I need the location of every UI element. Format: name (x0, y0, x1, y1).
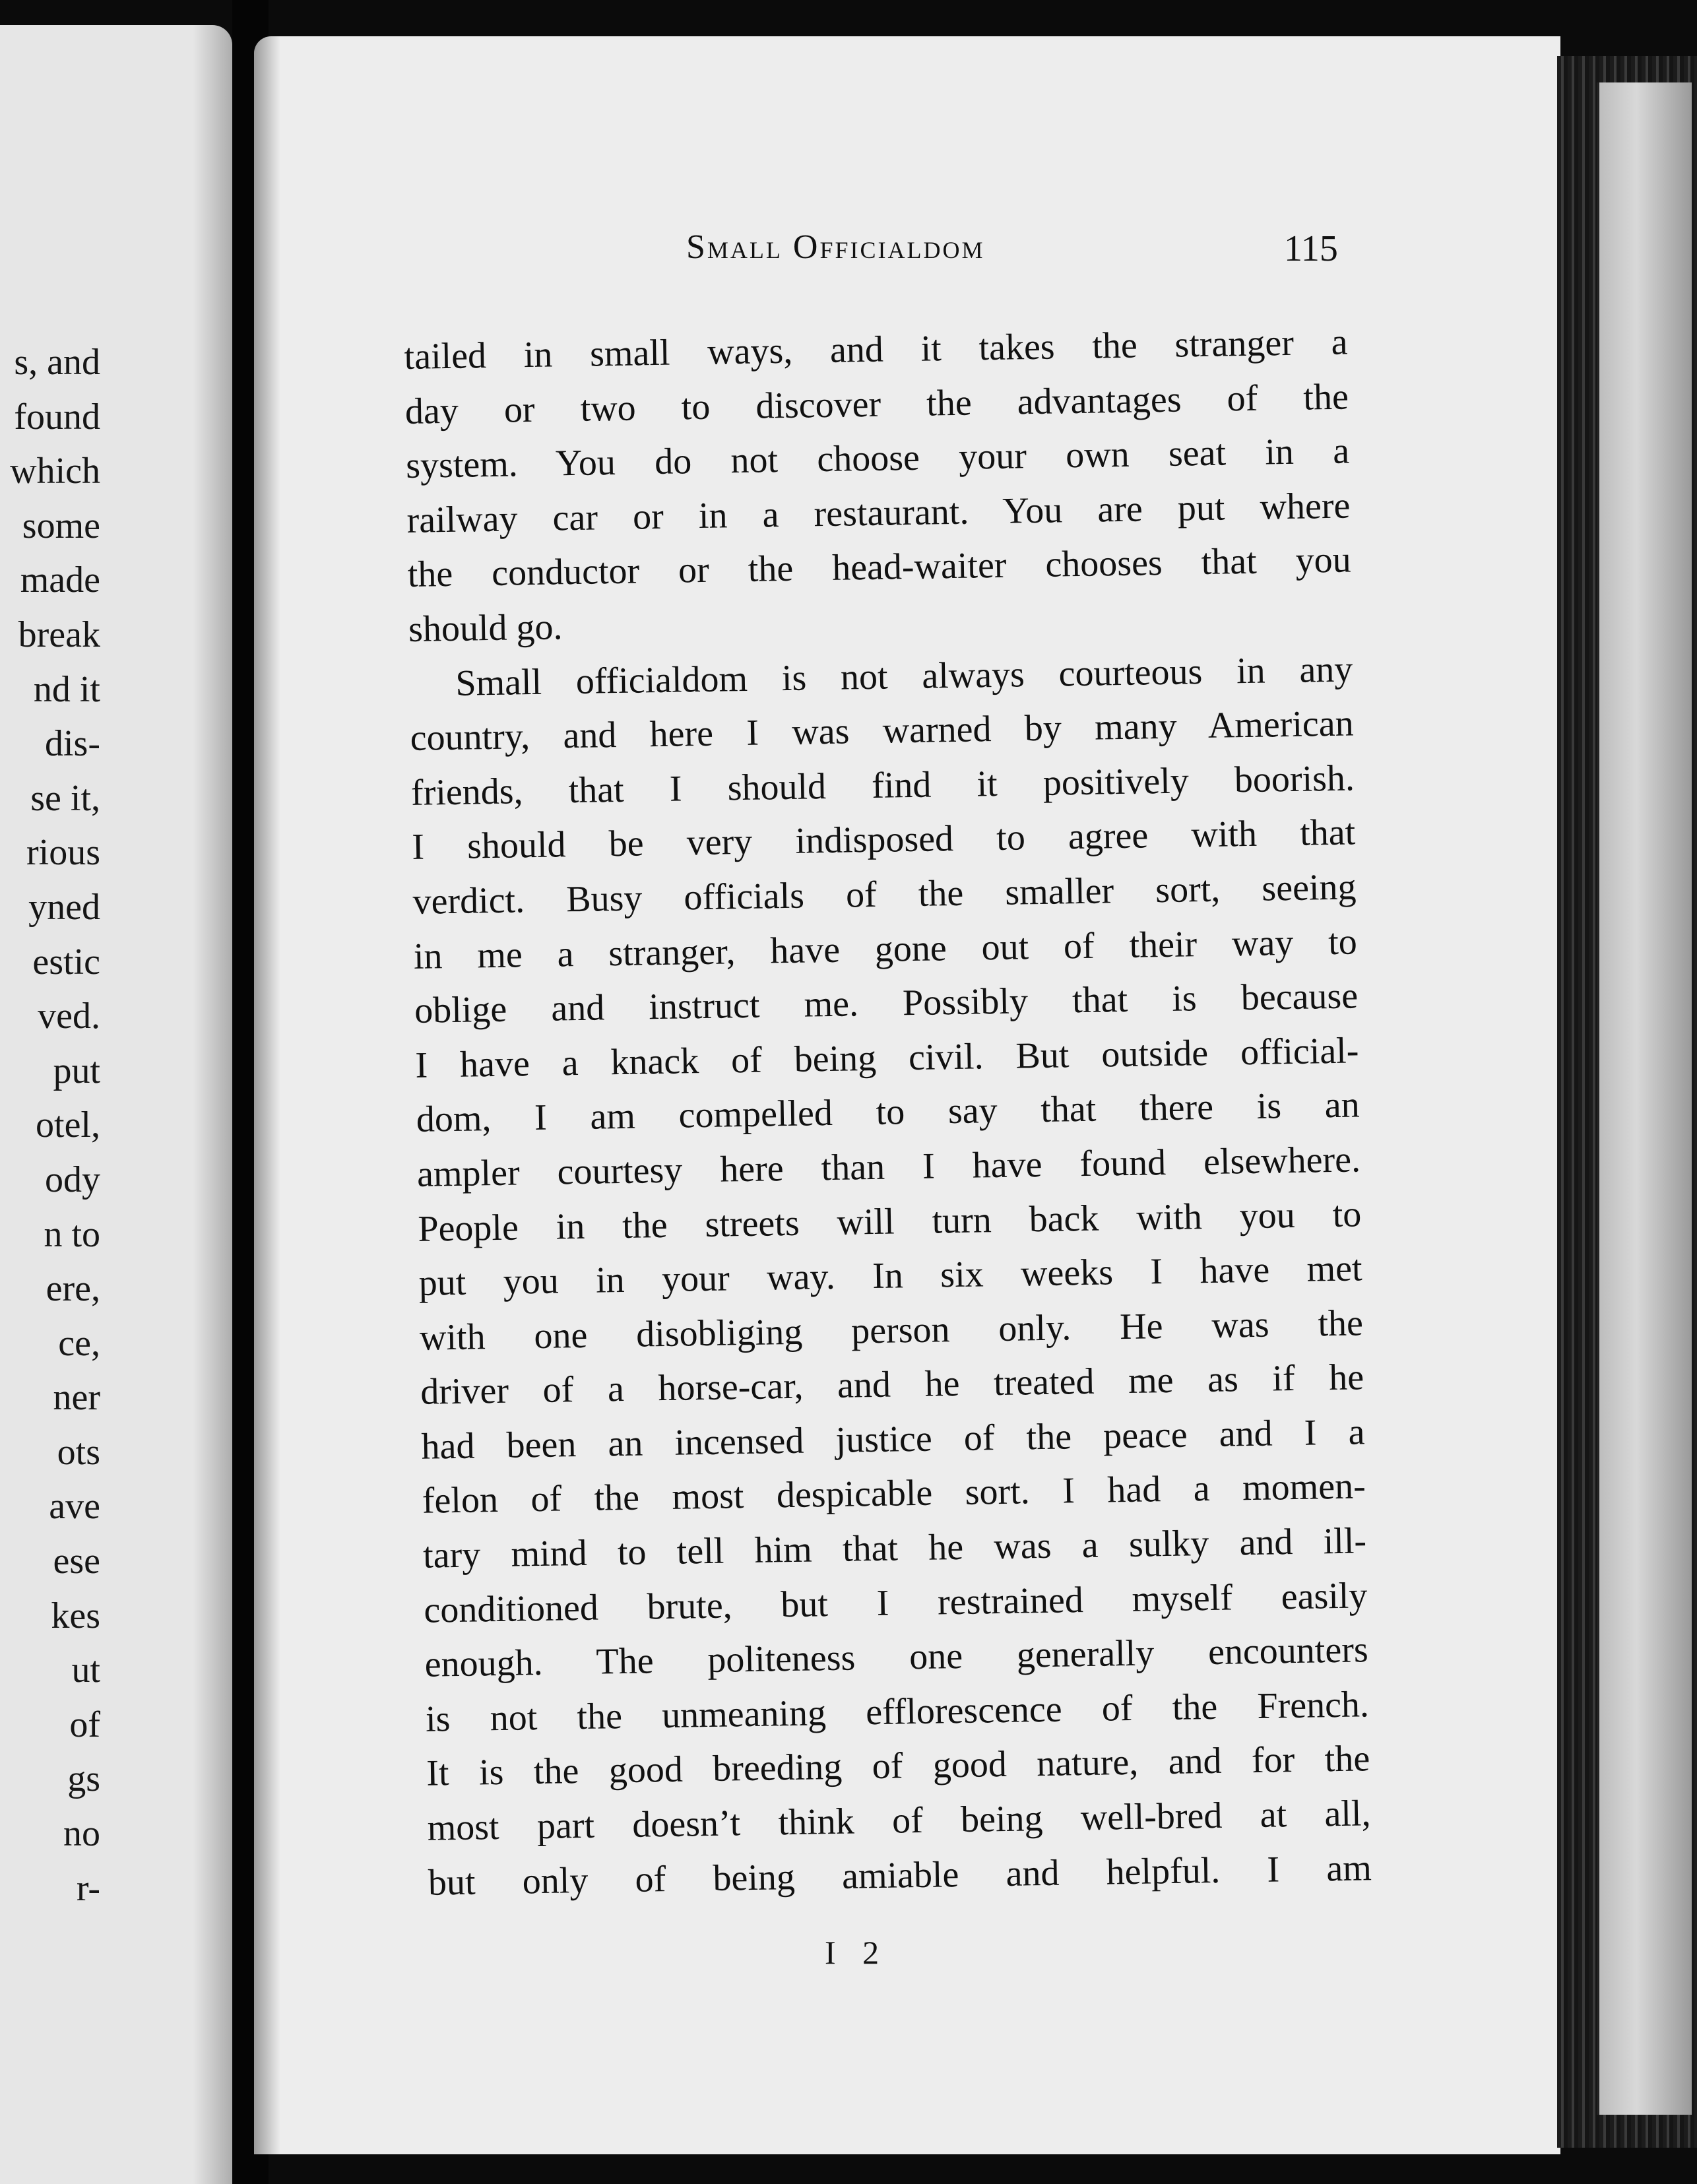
left-page-fragment: ots (57, 1431, 100, 1473)
left-page-fragment: n to (44, 1213, 100, 1255)
left-page-fragment: gs (67, 1758, 100, 1800)
text-line: the conductor or the head-waiter chooses that you (407, 539, 1352, 596)
left-page-fragment: break (18, 614, 100, 655)
left-page-fragment: made (20, 560, 100, 601)
left-page-fragment: ere, (46, 1268, 100, 1310)
text-line: should go. (408, 606, 563, 650)
text-line: I have a knack of being civil. But outside official- (415, 1030, 1359, 1086)
text-line: Small officialdom is not always courteous in any (455, 649, 1353, 704)
text-line: felon of the most despicable sort. I had a momen- (422, 1465, 1366, 1522)
left-page-fragment: nd it (33, 668, 100, 710)
text-line: verdict. Busy officials of the smaller sort, seeing (412, 866, 1357, 922)
left-page-fragment: s, and (14, 342, 100, 383)
left-page-fragment: of (69, 1704, 100, 1745)
text-line: It is the good breeding of good nature, and for the (426, 1738, 1370, 1795)
text-line: had been an incensed justice of the peace and I a (421, 1411, 1365, 1467)
left-page-fragment: found (14, 396, 100, 437)
left-page-fragment: no (63, 1813, 100, 1855)
left-page-fragment: put (53, 1050, 100, 1091)
left-page-fragment: kes (51, 1595, 100, 1636)
text-line: in me a stranger, have gone out of their way to (413, 920, 1358, 977)
left-page-fragment: ody (45, 1159, 100, 1200)
book-page-edges (1557, 56, 1697, 2148)
left-page-fragment: some (22, 505, 100, 546)
text-line: railway car or in a restaurant. You are put where (406, 485, 1351, 541)
stacked-pages (1597, 82, 1692, 2115)
text-line: ampler courtesy here than I have found elsewhere. (416, 1139, 1361, 1195)
text-line: tailed in small ways, and it takes the stranger a (404, 321, 1348, 377)
text-line: People in the streets will turn back with you to (417, 1193, 1362, 1250)
left-page-fragment: dis- (45, 723, 100, 765)
left-page-fragment: which (10, 451, 100, 492)
text-line: oblige and instruct me. Possibly that is because (414, 975, 1359, 1031)
left-page-fragment: ner (53, 1377, 100, 1419)
text-line: system. You do not choose your own seat in a (405, 430, 1350, 487)
text-line: dom, I am compelled to say that there is an (416, 1084, 1361, 1141)
running-title: Small Officialdom (686, 228, 985, 266)
left-page-fragment: ut (71, 1650, 100, 1691)
text-line: put you in your way. In six weeks I have met (418, 1248, 1363, 1304)
text-line: conditioned brute, but I restrained myself easily (423, 1574, 1368, 1631)
left-page-fragment: yned (28, 886, 100, 928)
page-number: 115 (1284, 228, 1338, 269)
left-page-fragment: ce, (58, 1322, 100, 1364)
left-page-gutter-shadow (193, 25, 232, 2184)
body-text (404, 315, 1372, 1910)
text-line: I should be very indisposed to agree with that (411, 812, 1356, 868)
right-page-gutter-shadow (254, 36, 280, 2154)
text-line: country, and here I was warned by many American (410, 703, 1355, 759)
text-line: friends, that I should find it positively boorish. (410, 757, 1355, 814)
left-page-text-fragments (0, 335, 100, 1915)
left-page-fragment: ved. (38, 996, 100, 1037)
text-line: enough. The politeness one generally encounters (424, 1629, 1369, 1685)
left-page-fragment: rious (26, 832, 100, 874)
left-page-fragment: se it, (30, 777, 100, 819)
left-page-fragment: ave (49, 1486, 100, 1527)
text-line: driver of a horse-car, and he treated me as if he (420, 1357, 1364, 1413)
text-line: with one disobliging person only. He was the (419, 1302, 1364, 1359)
page-header (686, 228, 1346, 307)
text-line: day or two to discover the advantages of the (404, 376, 1349, 432)
left-page-fragment: ese (53, 1541, 100, 1582)
left-facing-page (0, 25, 232, 2184)
left-page-fragment: estic (32, 941, 100, 982)
left-page-fragment: otel, (36, 1105, 100, 1146)
text-line: but only of being amiable and helpful. I am (428, 1847, 1372, 1904)
text-line: tary mind to tell him that he was a sulky and ill- (422, 1520, 1367, 1576)
text-line: most part doesn’t think of being well-bred at all, (427, 1793, 1371, 1849)
text-line: is not the unmeaning efflorescence of the French. (425, 1684, 1370, 1740)
signature-mark: I 2 (825, 1934, 889, 1971)
left-page-fragment: r- (76, 1867, 100, 1909)
